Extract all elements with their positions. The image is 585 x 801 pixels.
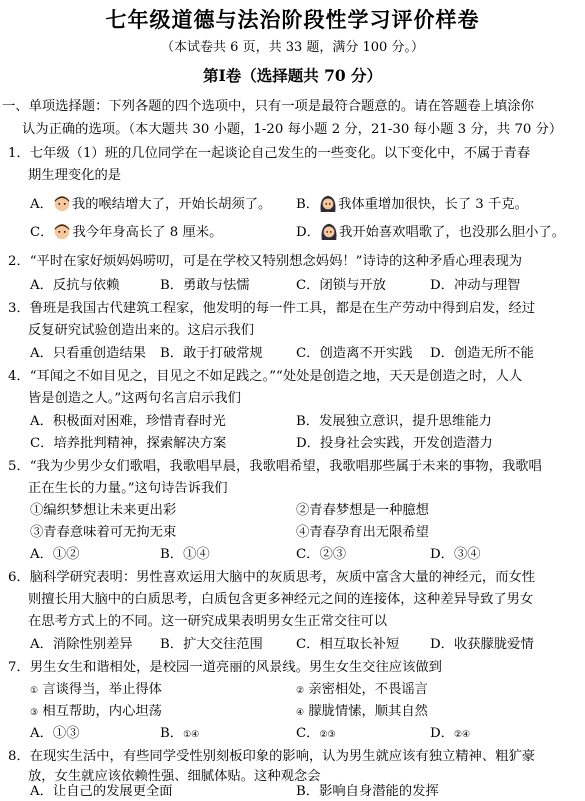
q6-stem-line-3: 在思考方式上的不同。这一研究成果表明男女生正常交往可以	[28, 614, 388, 629]
q4-stem-line-1: 4．“耳闻之不如目见之，目见之不如足践之。”“处处是创造之地，天天是创造之时，人人	[8, 369, 523, 384]
option-label: C．	[296, 726, 320, 741]
option-text: 我体重增加很快，长了 3 千克。	[338, 197, 528, 212]
q5-statement-4: ④青春孕育出无限希望	[296, 525, 429, 540]
q6-stem-line-1: 6．脑科学研究表明：男性喜欢运用大脑中的灰质思考，灰质中富含大量的神经元，而女性	[8, 570, 536, 585]
q5-stem-line-2: 正在生长的力量。”这句诗告诉我们	[28, 481, 228, 496]
q7-option-d	[430, 725, 470, 744]
q5-statement-3: ③青春意味着可无拘无束	[30, 525, 177, 540]
q1-stem-line-2: 期生理变化的是	[28, 168, 122, 183]
q5-option-b: B．①④	[160, 547, 210, 562]
q8-option-a: A．让自己的发展更全面	[30, 784, 173, 799]
q3-stem-line-2: 反复研究试验创造出来的。这启示我们	[28, 323, 255, 338]
q4-option-a: A．积极面对困难，珍惜青春时光	[30, 414, 226, 429]
option-numbers: ①④	[183, 730, 200, 740]
q8-option-b: B．影响自身潜能的发挥	[296, 784, 439, 799]
q1-stem-line-1: 1．七年级（1）班的几位同学在一起谈论自己发生的一些变化。以下变化中，不属于青春	[8, 146, 531, 161]
q5-option-c: C．②③	[296, 547, 347, 562]
exam-subtitle: （本试卷共 6 页，共 33 题，满分 100 分。）	[161, 40, 424, 55]
option-text: 我今年身高长了 8 厘米。	[72, 225, 223, 240]
q7-option-a: A．①③	[30, 726, 80, 741]
q7-statement-2	[296, 681, 428, 700]
q4-option-b: B．发展独立意识，提升思维能力	[296, 414, 492, 429]
option-label: B．	[160, 726, 184, 741]
q7-option-c	[296, 725, 336, 744]
instructions-line-1: 一、单项选择题：下列各题的四个选项中，只有一项是最符合题意的。请在答题卷上填涂你	[2, 99, 534, 114]
boy-avatar-icon	[53, 222, 71, 240]
q2-stem-line-1: 2．“平时在家好烦妈妈唠叨，可是在学校又特别想念妈妈！”诗诗的这种矛盾心理表现为	[8, 254, 523, 269]
q4-option-d: D．投身社会实践，开发创造潜力	[296, 436, 493, 451]
q4-option-c: C．培养批判精神，探索解决方案	[30, 436, 227, 451]
statement-number: ④	[296, 708, 305, 718]
q3-option-d: D．创造无所不能	[430, 346, 534, 361]
q7-option-b	[160, 725, 199, 744]
statement-number: ③	[30, 708, 39, 718]
q7-statement-3	[30, 703, 162, 722]
q3-option-c: C．创造离不开实践	[296, 346, 413, 361]
q6-stem-line-2: 则擅长用大脑中的白质思考，白质包含更多神经元之间的连接体，这种差异导致了男女	[28, 592, 534, 607]
q6-option-a: A．消除性别差异	[30, 637, 133, 652]
q8-stem-line-2: 放，女生就应该依赖性强、细腻体贴。这种观念会	[28, 769, 321, 784]
girl-avatar-icon	[320, 222, 338, 240]
option-text: 我的喉结增大了，开始长胡须了。	[71, 197, 272, 212]
q1-option-a	[30, 194, 271, 214]
option-label: C．	[30, 225, 54, 240]
q6-option-c: C．相互取长补短	[296, 637, 400, 652]
instructions-line-2: 认为正确的选项。（本大题共 30 小题，1-20 每小题 2 分，21-30 每小题 3 分，共 70 分）	[22, 122, 563, 137]
q5-stem-line-1: 5．“我为少男少女们歌唱，我歌唱早晨，我歌唱希望，我歌唱那些属于未来的事物，我歌唱	[8, 459, 542, 474]
q2-option-b: B．勇敢与怯懦	[160, 278, 250, 293]
girl-avatar-icon	[319, 194, 337, 212]
q5-statement-1: ①编织梦想让未来更出彩	[30, 503, 177, 518]
q7-statement-1	[30, 681, 162, 700]
option-label: A．	[30, 197, 53, 212]
statement-number: ②	[296, 686, 305, 696]
q7-stem-line-1: 7．男生女生和谐相处，是校园一道亮丽的风景线。男生女生交往应该做到	[8, 660, 442, 675]
q3-option-a: A．只看重创造结果	[30, 346, 146, 361]
statement-text: 相互帮助，内心坦荡	[42, 704, 162, 719]
q2-option-d: D．冲动与理智	[430, 278, 521, 293]
option-label: D．	[296, 225, 320, 240]
q5-statement-2: ②青春梦想是一种臆想	[296, 503, 429, 518]
q7-statement-4	[296, 703, 428, 722]
statement-text: 朦胧情愫，顺其自然	[308, 704, 428, 719]
q5-option-d: D．③④	[430, 547, 481, 562]
q6-option-b: B．扩大交往范围	[160, 637, 263, 652]
option-label: B．	[296, 197, 320, 212]
q8-stem-line-1: 8．在现实生活中，有些同学受性别刻板印象的影响，认为男生就应该有独立精神、粗犷豪	[8, 749, 536, 764]
statement-number: ①	[30, 686, 39, 696]
q3-stem-line-1: 3．鲁班是我国古代建筑工程家，他发明的每一件工具，都是在生产劳动中得到启发，经过	[8, 301, 536, 316]
q1-option-d	[296, 222, 565, 242]
part-heading: 第Ⅰ卷（选择题共 70 分）	[202, 66, 383, 85]
option-text: 我开始喜欢唱歌了，也没那么胆小了。	[338, 225, 566, 240]
option-numbers: ②④	[453, 730, 471, 740]
q4-stem-line-2: 皆是创造之人。”这两句名言启示我们	[28, 391, 241, 406]
statement-text: 亲密相处，不畏谣言	[308, 682, 428, 697]
statement-text: 言谈得当，举止得体	[42, 682, 162, 697]
option-numbers: ②③	[319, 730, 336, 740]
boy-avatar-icon	[53, 194, 71, 212]
q6-option-d: D．收获朦胧爱情	[430, 637, 534, 652]
q3-option-b: B．敢于打破常规	[160, 346, 263, 361]
q2-option-c: C．闭锁与开放	[296, 278, 386, 293]
q5-option-a: A．①②	[30, 547, 80, 562]
option-label: D．	[430, 726, 454, 741]
q1-option-c	[30, 222, 222, 242]
q2-option-a: A．反抗与依赖	[30, 278, 120, 293]
exam-title: 七年级道德与法治阶段性学习评价样卷	[105, 7, 480, 32]
q1-option-b	[296, 194, 528, 214]
